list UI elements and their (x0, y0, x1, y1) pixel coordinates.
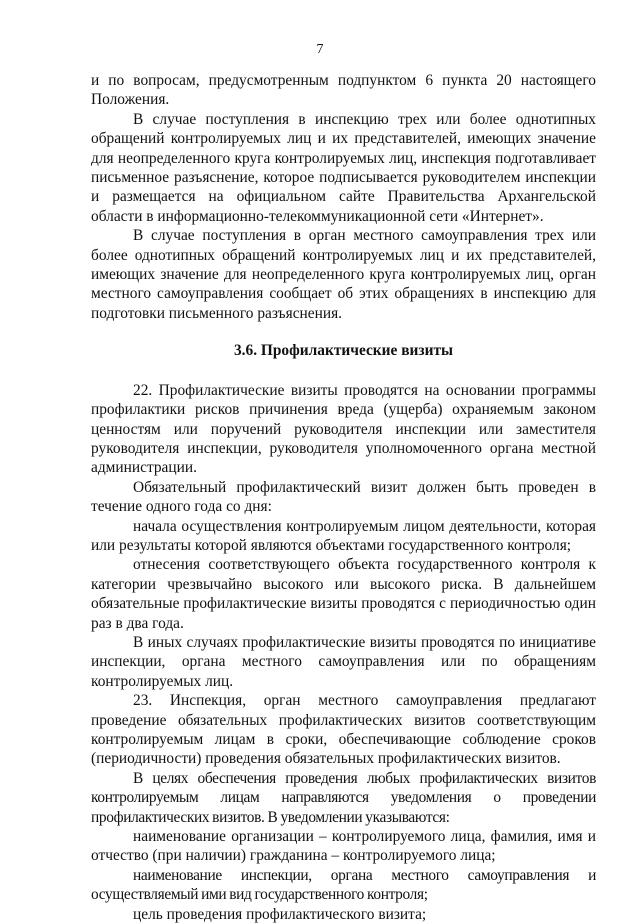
paragraph: Обязательный профилактический визит должен быть проведен в течение одного года со дня: (91, 478, 596, 516)
list-item: наименование организации – контролируемого лица, фамилия, имя и отчество (при наличии) гражданина – контролируемого лица; (91, 828, 596, 865)
list-item: начала осуществления контролируемым лицом деятельности, которая или результаты которой являются объектами государственного контроля; (91, 517, 596, 554)
paragraph: В случае поступления в инспекцию трех или более однотипных обращений контролируемых лиц и их представителей, имеющих значение для неопределенного круга контролируемых лиц, инспекция подготавливает письменное разъяснение, которое подписывается руководителем инспекции и размещается на официальном сайте Правительства Архангельской области в информационно-телекоммуникационной сети «Интернет». (91, 110, 596, 225)
list-item: цель проведения профилактического визита; (133, 905, 427, 923)
list-item: наименование инспекции, органа местного самоуправления и осуществляемый ими вид государственного контроля; (91, 866, 596, 904)
paragraph: 22. Профилактические визиты проводятся на основании программы профилактики рисков причинения вреда (ущерба) охраняемым законом ценностям или поручений руководителя инспекции или заместителя руководителя инспекции, руководителя уполномоченного органа местной администрации. (91, 381, 596, 477)
page-number: 7 (316, 42, 324, 57)
paragraph: В иных случаях профилактические визиты проводятся по инициативе инспекции, органа местного самоуправления или по обращениям контролируемых лиц. (91, 633, 596, 690)
list-item: отнесения соответствующего объекта государственного контроля к категории чрезвычайно высокого или высокого риска. В дальнейшем обязательные профилактические визиты проводятся с периодичностью один раз в два года. (91, 556, 596, 632)
paragraph: В целях обеспечения проведения любых профилактических визитов контролируемым лицам направляются уведомления о проведении профилактических визитов. В уведомлении указываются: (91, 769, 596, 826)
paragraph: В случае поступления в орган местного самоуправления трех или более однотипных обращений контролируемых лиц и их представителей, имеющих значение для неопределенного круга контролируемых лиц, орган местного самоуправления сообщает об этих обращениях в инспекцию для подготовки письменного разъяснения. (91, 227, 596, 322)
paragraph-continuation: и по вопросам, предусмотренным подпунктом 6 пункта 20 настоящего Положения. (91, 72, 596, 109)
paragraph: 23. Инспекция, орган местного самоуправления предлагают проведение обязательных профилактических визитов соответствующим контролируемым лицам в сроки, обеспечивающие соблюдение сроков (периодичности) проведения обязательных профилактических визитов. (91, 692, 596, 768)
section-heading: 3.6. Профилактические визиты (233, 342, 454, 360)
document-body (91, 71, 596, 924)
